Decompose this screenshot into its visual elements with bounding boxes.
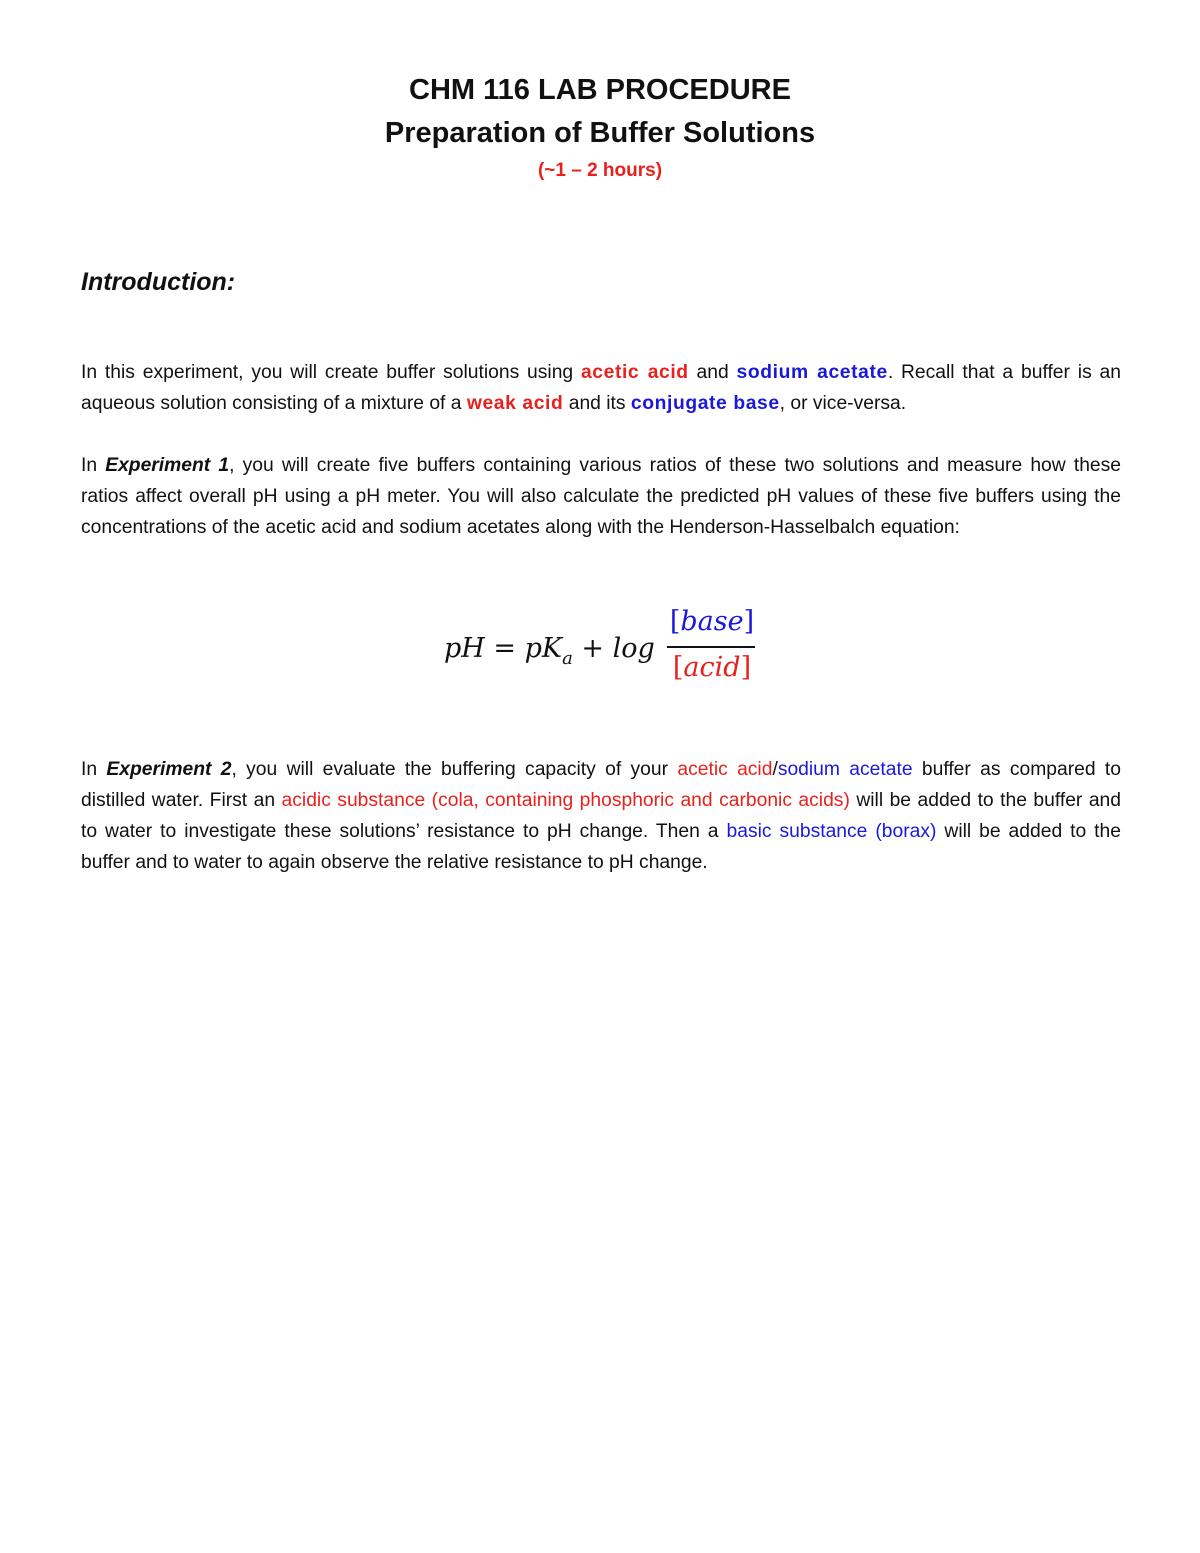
experiment-1-label: Experiment 1: [105, 455, 230, 476]
text: and its: [563, 393, 631, 414]
acidic-substance-term: acidic substance (cola, containing phosphoric and carbonic acids): [281, 790, 850, 811]
open-bracket: [: [669, 606, 681, 637]
close-bracket: ]: [743, 606, 755, 637]
equation-ph-pk: pH = pK: [444, 633, 563, 664]
numerator-text: base: [680, 606, 744, 637]
text: In: [81, 455, 106, 476]
text: , or vice-versa.: [779, 393, 907, 414]
slash: /: [772, 759, 778, 780]
henderson-hasselbalch-equation: [0, 600, 1200, 690]
text: . Recall that a buffer is an aqueous solution consisting of a mixture of a: [81, 362, 1121, 414]
introduction-heading: Introduction:: [81, 268, 236, 296]
equation-plus-log: + log: [572, 633, 655, 664]
sodium-acetate-term: sodium acetate: [777, 759, 913, 780]
acetic-acid-term: acetic acid: [677, 759, 773, 780]
close-bracket: ]: [740, 652, 752, 683]
equation-denominator: [667, 650, 757, 686]
equation-subscript: a: [562, 648, 573, 669]
intro-paragraph-2: [81, 450, 1121, 543]
weak-acid-term: weak acid: [466, 393, 564, 414]
equation-numerator: [667, 604, 757, 640]
conjugate-base-term: conjugate base: [630, 393, 780, 414]
intro-paragraph-3: [81, 754, 1121, 878]
basic-substance-term: basic substance (borax): [726, 821, 937, 842]
acetic-acid-term: acetic acid: [580, 362, 689, 383]
text: , you will evaluate the buffering capacity of your: [231, 759, 678, 780]
document-subtitle: Preparation of Buffer Solutions: [384, 117, 816, 149]
text: buffer as compared to distilled water. First an: [81, 759, 1121, 811]
denominator-text: acid: [683, 652, 741, 683]
text: In this experiment, you will create buffer solutions using: [81, 362, 581, 383]
sodium-acetate-term: sodium acetate: [736, 362, 888, 383]
text: and: [688, 362, 737, 383]
document-title: CHM 116 LAB PROCEDURE: [409, 74, 791, 106]
intro-paragraph-1: [81, 357, 1121, 419]
equation-lhs: [444, 631, 655, 670]
text: will be added to the buffer and to water to again observe the relative resistance to pH change.: [81, 821, 1121, 873]
text: , you will create five buffers containing various ratios of these two solutions and measure how these ratios affect overall pH using a pH meter. You will also calculate the predicted pH values of these five buffers using the concentrations of the acetic acid and sodium acetates along with the Henderson-Hasselbalch equation:: [81, 455, 1121, 538]
text: will be added to the buffer and to water to investigate these solutions’ resistance to pH change. Then a: [81, 790, 1121, 842]
text: In: [81, 759, 107, 780]
experiment-2-label: Experiment 2: [106, 759, 232, 780]
duration-note: (~1 – 2 hours): [537, 160, 663, 181]
open-bracket: [: [672, 652, 684, 683]
fraction-bar: [667, 646, 755, 648]
